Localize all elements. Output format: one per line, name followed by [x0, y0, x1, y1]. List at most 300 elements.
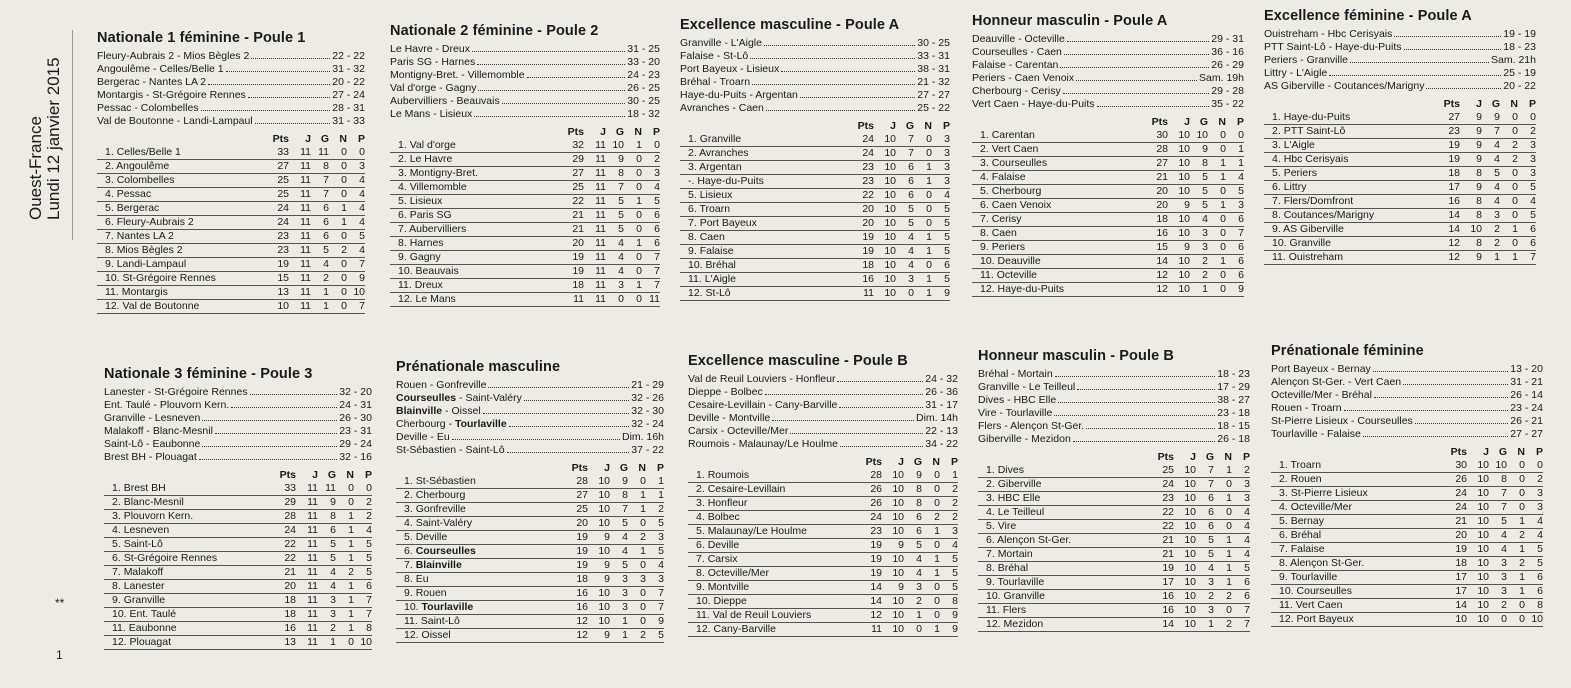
standings-row — [688, 511, 958, 525]
points-cell: 20 — [556, 237, 588, 251]
column-header-g: G — [1498, 445, 1507, 458]
team-name: Malaunay/Le Houlme — [707, 525, 807, 537]
team-cell — [1271, 571, 1439, 585]
dot-leader — [1374, 397, 1508, 398]
points-cell: 19 — [846, 231, 878, 245]
standings-row — [396, 503, 664, 517]
match-results-list — [972, 33, 1244, 111]
standings-row — [1264, 153, 1536, 167]
team-cell — [97, 258, 261, 272]
team-name: Courseulles — [415, 545, 476, 557]
match-teams: Cherbourg - Tourlaville — [396, 418, 507, 430]
lost-cell: 7 — [1226, 227, 1244, 241]
drawn-cell: 1 — [922, 525, 940, 539]
match-score: 26 - 30 — [339, 412, 372, 424]
lost-cell: 4 — [1232, 534, 1250, 548]
points-cell: 20 — [268, 580, 300, 594]
team-cell — [978, 562, 1146, 576]
won-cell: 3 — [1196, 604, 1214, 618]
column-header-p: P — [950, 455, 958, 468]
column-header-pts: Pts — [1450, 445, 1467, 458]
team-rank: 7. — [986, 548, 995, 560]
team-cell — [1271, 459, 1439, 473]
match-teams: Le Mans - Lisieux — [390, 108, 473, 120]
points-cell: 10 — [1439, 613, 1471, 627]
drawn-cell: 1 — [628, 489, 646, 503]
won-cell: 4 — [1489, 543, 1507, 557]
match-teams: Bréhal - Troarn — [680, 76, 751, 88]
column-header-pts: Pts — [1151, 115, 1168, 128]
points-cell: 19 — [1432, 153, 1464, 167]
won-cell: 4 — [610, 545, 628, 559]
standings-table — [978, 450, 1250, 632]
team-rank: 7. — [1272, 195, 1281, 207]
lost-cell: 5 — [932, 231, 950, 245]
match-teams: Cherbourg - Cerisy — [972, 85, 1061, 97]
team-name: Avranches — [699, 147, 749, 159]
points-cell: 20 — [1140, 199, 1172, 213]
team-name: Vire — [997, 520, 1017, 532]
won-cell: 9 — [904, 469, 922, 483]
match-result — [104, 438, 372, 451]
match-results-list — [390, 43, 660, 121]
match-teams: Blainville - Oissel — [396, 405, 481, 417]
drawn-cell: 0 — [1500, 111, 1518, 125]
team-cell — [390, 153, 556, 167]
team-cell — [978, 464, 1146, 478]
won-cell: 3 — [1489, 557, 1507, 571]
played-cell: 10 — [878, 217, 896, 231]
team-name: Flers/Domfront — [1283, 195, 1354, 207]
lost-cell: 5 — [347, 230, 365, 244]
team-rank: 4. — [404, 517, 413, 529]
drawn-cell: 0 — [1208, 227, 1226, 241]
team-cell — [1271, 487, 1439, 501]
played-cell: 11 — [293, 146, 311, 160]
team-name: Lisieux — [409, 195, 443, 207]
publication-date: Lundi 12 janvier 2015 — [44, 57, 63, 220]
standings-row — [680, 245, 950, 259]
won-cell: 4 — [1489, 529, 1507, 543]
match-result — [1264, 28, 1536, 41]
standings-table — [390, 125, 660, 307]
team-rank: -. — [688, 175, 695, 187]
lost-cell: 4 — [1232, 520, 1250, 534]
played-cell: 11 — [588, 293, 606, 307]
match-teams: St-Sébastien - Saint-Lô — [396, 444, 505, 456]
dot-leader — [766, 110, 915, 111]
team-rank: 10. — [398, 265, 413, 277]
drawn-cell: 1 — [1214, 548, 1232, 562]
column-header-n: N — [1517, 445, 1525, 458]
match-score: 24 - 23 — [627, 69, 660, 81]
standings-row — [390, 181, 660, 195]
won-cell: 10 — [606, 139, 624, 153]
lost-cell: 6 — [1226, 213, 1244, 227]
lost-cell: 9 — [646, 615, 664, 629]
margin-divider — [72, 30, 73, 240]
match-score: 30 - 25 — [917, 37, 950, 49]
won-cell: 5 — [896, 203, 914, 217]
points-cell: 11 — [556, 293, 588, 307]
lost-cell: 2 — [940, 497, 958, 511]
points-cell: 23 — [261, 244, 293, 258]
team-rank: 2. — [986, 478, 995, 490]
team-name: Octeville/Mer — [1290, 501, 1352, 513]
lost-cell: 4 — [1232, 506, 1250, 520]
standings-row — [978, 464, 1250, 478]
lost-cell: 4 — [347, 188, 365, 202]
column-header-n: N — [638, 461, 646, 474]
match-teams: Giberville - Mezidon — [978, 433, 1071, 445]
team-name: Caen Venoix — [991, 199, 1052, 211]
match-result — [978, 394, 1250, 407]
match-score: 32 - 30 — [631, 405, 664, 417]
team-name: Ent. Taulé — [129, 608, 177, 620]
team-rank: 11. — [105, 286, 119, 298]
standings-row — [390, 223, 660, 237]
match-score: 33 - 31 — [917, 50, 950, 62]
played-cell: 9 — [886, 539, 904, 553]
dot-leader — [231, 407, 337, 408]
won-cell: 6 — [904, 525, 922, 539]
lost-cell: 5 — [354, 566, 372, 580]
column-header-j: J — [600, 125, 606, 138]
match-result — [1271, 363, 1543, 376]
standings-header-row — [1264, 97, 1536, 111]
column-header-g: G — [619, 461, 628, 474]
points-cell: 16 — [1140, 227, 1172, 241]
lost-cell: 3 — [932, 175, 950, 189]
league-title: Nationale 1 féminine - Poule 1 — [97, 30, 306, 46]
points-cell: 12 — [1140, 269, 1172, 283]
league-section — [104, 366, 372, 650]
standings-row — [688, 553, 958, 567]
standings-row — [1271, 459, 1543, 473]
won-cell: 6 — [896, 189, 914, 203]
played-cell: 9 — [592, 629, 610, 643]
points-cell: 23 — [846, 161, 878, 175]
played-cell: 10 — [1471, 585, 1489, 599]
match-result — [978, 433, 1250, 446]
points-cell: 14 — [1432, 209, 1464, 223]
team-cell — [972, 185, 1140, 199]
team-cell — [396, 615, 560, 629]
match-teams: Granville - Le Teilleul — [978, 381, 1076, 393]
dot-leader — [488, 387, 629, 388]
won-cell: 5 — [606, 223, 624, 237]
won-cell: 6 — [904, 511, 922, 525]
dot-leader — [1054, 415, 1215, 416]
drawn-cell: 1 — [1214, 492, 1232, 506]
match-result — [396, 431, 664, 444]
dot-leader — [248, 97, 330, 98]
played-cell: 10 — [886, 525, 904, 539]
won-cell: 1 — [311, 300, 329, 314]
column-header-g: G — [1491, 97, 1500, 110]
team-name: Malakoff — [123, 566, 164, 578]
won-cell: 2 — [1482, 223, 1500, 237]
team-name: Periers — [991, 241, 1025, 253]
standings-header-row — [680, 119, 950, 133]
lost-cell: 5 — [646, 517, 664, 531]
team-rank: 6. — [1279, 529, 1288, 541]
match-teams: Montigny-Bret. - Villemomble — [390, 69, 525, 81]
drawn-cell: 2 — [1507, 557, 1525, 571]
played-cell: 10 — [1178, 618, 1196, 632]
team-rank: 5. — [398, 195, 407, 207]
standings-row — [1264, 209, 1536, 223]
team-cell — [680, 259, 846, 273]
team-rank: 2. — [404, 489, 413, 501]
played-cell: 11 — [300, 496, 318, 510]
match-result — [972, 33, 1244, 46]
match-result — [972, 72, 1244, 85]
dot-leader — [477, 64, 625, 65]
drawn-cell: 1 — [922, 567, 940, 581]
team-name: St-Lô — [705, 287, 731, 299]
lost-cell: 1 — [1226, 157, 1244, 171]
standings-row — [978, 478, 1250, 492]
column-header-pts: Pts — [279, 468, 296, 481]
drawn-cell: 0 — [1507, 613, 1525, 627]
won-cell: 1 — [1190, 283, 1208, 297]
team-cell — [680, 217, 846, 231]
team-name: Octeville — [996, 269, 1038, 281]
match-score: 32 - 20 — [339, 386, 372, 398]
lost-cell: 4 — [932, 189, 950, 203]
team-name: Dreux — [414, 279, 443, 291]
points-cell: 19 — [261, 258, 293, 272]
standings-row — [390, 265, 660, 279]
drawn-cell: 0 — [1507, 501, 1525, 515]
team-cell — [390, 209, 556, 223]
team-name: Troarn — [1290, 459, 1322, 471]
column-header-n: N — [1218, 115, 1226, 128]
team-cell — [680, 161, 846, 175]
drawn-cell: 0 — [1500, 195, 1518, 209]
played-cell: 10 — [1471, 459, 1489, 473]
match-score: 22 - 22 — [332, 50, 365, 62]
points-cell: 19 — [846, 245, 878, 259]
match-teams: Courseulles - Saint-Valéry — [396, 392, 522, 404]
column-header-pts: Pts — [272, 132, 289, 145]
standings-row — [688, 567, 958, 581]
points-cell: 30 — [1439, 459, 1471, 473]
drawn-cell: 1 — [1214, 576, 1232, 590]
lost-cell: 4 — [940, 539, 958, 553]
match-results-list — [978, 368, 1250, 446]
column-header-p: P — [1242, 450, 1250, 463]
team-cell — [390, 181, 556, 195]
team-rank: 10. — [986, 590, 1001, 602]
match-result — [1271, 402, 1543, 415]
team-name: Caen — [991, 227, 1017, 239]
points-cell: 18 — [1140, 213, 1172, 227]
column-header-g: G — [320, 132, 329, 145]
match-teams: Deauville - Octeville — [972, 33, 1065, 45]
dot-leader — [524, 400, 629, 401]
standings-header-row — [688, 455, 958, 469]
drawn-cell: 1 — [624, 139, 642, 153]
drawn-cell: 1 — [1214, 534, 1232, 548]
match-teams: St-Pierre Lisieux - Courseulles — [1271, 415, 1413, 427]
match-result — [390, 56, 660, 69]
lost-cell: 2 — [354, 496, 372, 510]
team-cell — [396, 629, 560, 643]
match-results-list — [1264, 28, 1536, 93]
team-name: Plouagat — [129, 636, 171, 648]
team-name: AS Giberville — [1283, 223, 1344, 235]
played-cell: 10 — [1471, 473, 1489, 487]
points-cell: 26 — [854, 497, 886, 511]
drawn-cell: 1 — [1500, 223, 1518, 237]
played-cell: 9 — [592, 559, 610, 573]
match-teams: Fleury-Aubrais 2 - Mios Bègles 2 — [97, 50, 250, 62]
team-cell — [978, 590, 1146, 604]
match-result — [978, 381, 1250, 394]
won-cell: 5 — [606, 209, 624, 223]
match-teams: Cesaire-Levillain - Cany-Barville — [688, 399, 838, 411]
team-name-bold: Courseulles — [396, 392, 457, 404]
points-cell: 19 — [854, 539, 886, 553]
team-cell — [390, 139, 556, 153]
played-cell: 11 — [588, 181, 606, 195]
team-name: Eaubonne — [128, 622, 177, 634]
team-cell — [396, 531, 560, 545]
drawn-cell: 1 — [914, 231, 932, 245]
team-cell — [680, 231, 846, 245]
points-cell: 19 — [1146, 562, 1178, 576]
match-result — [390, 82, 660, 95]
standings-header-row — [972, 115, 1244, 129]
team-cell — [1271, 613, 1439, 627]
points-cell: 14 — [1146, 618, 1178, 632]
team-name: Bréhal — [997, 562, 1029, 574]
drawn-cell: 2 — [1214, 618, 1232, 632]
team-rank: 11. — [986, 604, 1000, 616]
played-cell: 10 — [1172, 269, 1190, 283]
team-name: Paris SG — [409, 209, 452, 221]
team-cell — [97, 230, 261, 244]
match-teams: Aubervilliers - Beauvais — [390, 95, 500, 107]
won-cell: 4 — [896, 245, 914, 259]
standings-row — [104, 510, 372, 524]
team-rank: 2. — [980, 143, 989, 155]
drawn-cell: 0 — [922, 581, 940, 595]
team-cell — [978, 520, 1146, 534]
lost-cell: 2 — [354, 510, 372, 524]
won-cell: 6 — [311, 216, 329, 230]
standings-header-row — [978, 450, 1250, 464]
lost-cell: 7 — [646, 587, 664, 601]
team-rank: 8. — [980, 227, 989, 239]
standings-row — [1264, 125, 1536, 139]
team-rank: 1. — [105, 146, 114, 158]
standings-row — [680, 161, 950, 175]
team-name: Le Teilleul — [997, 506, 1045, 518]
points-cell: 24 — [261, 216, 293, 230]
points-cell: 22 — [1146, 506, 1178, 520]
won-cell: 7 — [1196, 464, 1214, 478]
match-teams: AS Giberville - Coutances/Marigny — [1264, 80, 1425, 92]
lost-cell: 1 — [646, 489, 664, 503]
match-teams: Le Havre - Dreux — [390, 43, 470, 55]
drawn-cell: 1 — [914, 175, 932, 189]
team-name: Vert Caen — [991, 143, 1039, 155]
team-cell — [1264, 111, 1432, 125]
standings-row — [1271, 529, 1543, 543]
lost-cell: 6 — [1226, 269, 1244, 283]
team-rank: 4. — [1279, 501, 1288, 513]
match-teams: Val d'orge - Gagny — [390, 82, 477, 94]
points-cell: 18 — [1439, 557, 1471, 571]
standings-row — [396, 545, 664, 559]
team-cell — [97, 244, 261, 258]
team-name: Fleury-Aubrais 2 — [116, 216, 194, 228]
team-cell — [1271, 585, 1439, 599]
points-cell: 11 — [854, 623, 886, 637]
lost-cell: 0 — [1525, 459, 1543, 473]
won-cell: 3 — [610, 573, 628, 587]
team-rank: 6. — [112, 552, 121, 564]
won-cell: 8 — [311, 160, 329, 174]
points-cell: 21 — [556, 209, 588, 223]
drawn-cell: 1 — [1507, 585, 1525, 599]
match-score: 33 - 20 — [627, 56, 660, 68]
team-name: Courseulles — [991, 157, 1048, 169]
standings-header-row — [396, 461, 664, 475]
dot-leader — [837, 381, 923, 382]
team-name: Octeville/Mer — [707, 567, 769, 579]
standings-row — [680, 203, 950, 217]
drawn-cell: 0 — [628, 615, 646, 629]
team-rank: 10. — [688, 259, 703, 271]
points-cell: 26 — [854, 483, 886, 497]
standings-row — [1264, 237, 1536, 251]
team-cell — [688, 539, 854, 553]
played-cell: 10 — [1172, 227, 1190, 241]
points-cell: 17 — [1439, 585, 1471, 599]
team-cell — [97, 174, 261, 188]
won-cell: 3 — [606, 279, 624, 293]
won-cell: 4 — [1482, 153, 1500, 167]
team-cell — [688, 567, 854, 581]
lost-cell: 4 — [347, 174, 365, 188]
lost-cell: 5 — [932, 217, 950, 231]
team-rank: 9. — [1279, 571, 1288, 583]
team-cell — [104, 496, 268, 510]
standings-row — [972, 255, 1244, 269]
standings-row — [97, 286, 365, 300]
drawn-cell: 0 — [624, 167, 642, 181]
drawn-cell: 0 — [628, 587, 646, 601]
drawn-cell: 1 — [336, 608, 354, 622]
match-teams: Periers - Granville — [1264, 54, 1349, 66]
column-header-p: P — [357, 132, 365, 145]
team-cell — [97, 188, 261, 202]
lost-cell: 7 — [354, 594, 372, 608]
won-cell: 0 — [606, 293, 624, 307]
match-result — [97, 63, 365, 76]
league-title: Excellence masculine - Poule A — [680, 17, 900, 33]
points-cell: 21 — [1140, 171, 1172, 185]
standings-row — [1264, 181, 1536, 195]
column-header-j: J — [1483, 445, 1489, 458]
points-cell: 25 — [1146, 464, 1178, 478]
standings-row — [972, 143, 1244, 157]
league-title: Nationale 2 féminine - Poule 2 — [390, 23, 599, 39]
